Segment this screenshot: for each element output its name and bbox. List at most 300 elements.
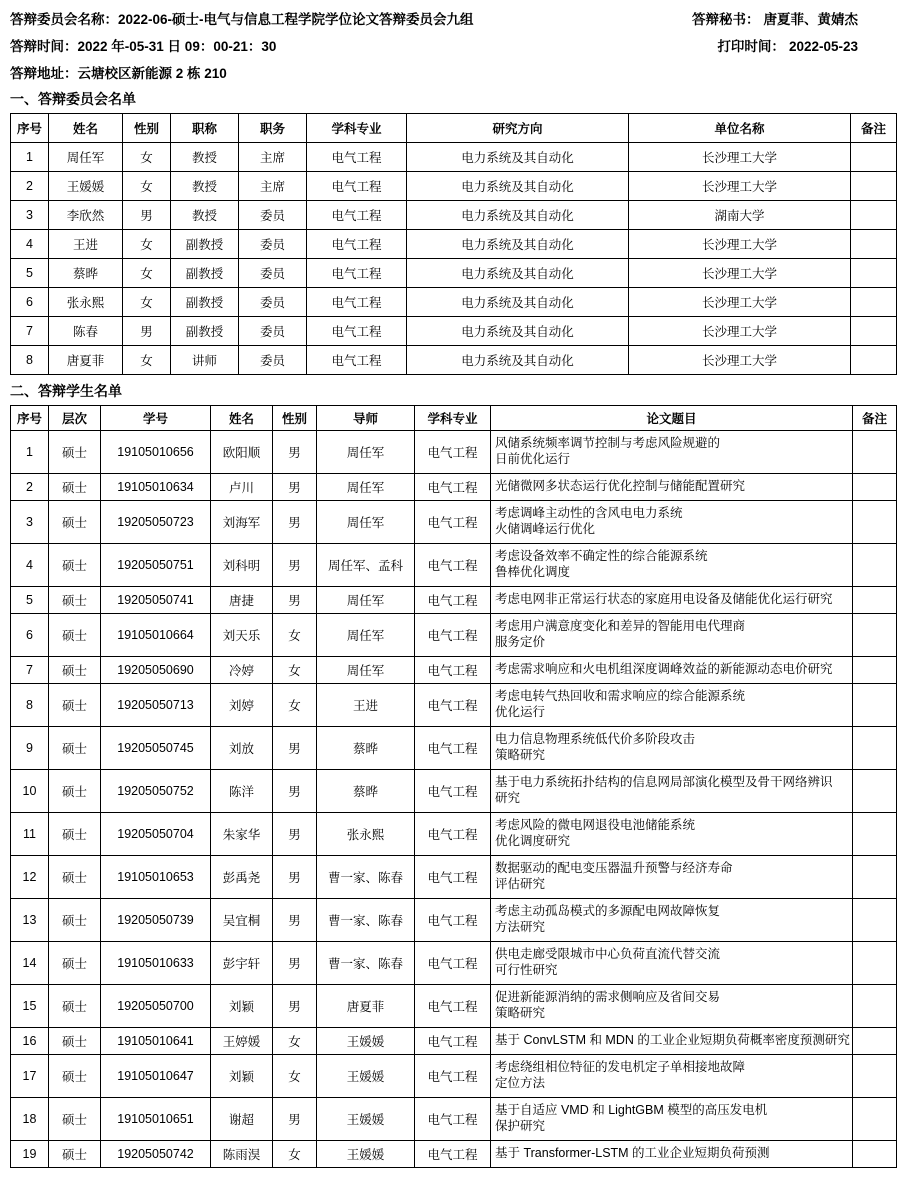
cell-remark — [853, 431, 897, 474]
cell-unit: 长沙理工大学 — [629, 172, 851, 201]
cell-no: 15 — [11, 985, 49, 1028]
thesis-title-line: 基于 Transformer-LSTM 的工业企业短期负荷预测 — [495, 1146, 770, 1161]
table-row — [11, 856, 897, 899]
cell-remark — [853, 985, 897, 1028]
cell-gender: 女 — [123, 288, 171, 317]
cell-no: 13 — [11, 899, 49, 942]
cell-name: 唐捷 — [211, 587, 273, 614]
cell-duty: 主席 — [239, 143, 307, 172]
thesis-title-line: 优化调度研究 — [495, 834, 571, 848]
cell-remark — [853, 614, 897, 657]
cell-research: 电力系统及其自动化 — [407, 230, 629, 259]
thesis-title-line: 考虑调峰主动性的含风电电力系统 — [495, 506, 683, 521]
cell-thesis-title — [491, 856, 853, 899]
cell-thesis-title — [491, 614, 853, 657]
thesis-title-line: 可行性研究 — [495, 963, 558, 977]
cell-remark — [853, 856, 897, 899]
cell-major: 电气工程 — [415, 942, 491, 985]
cell-no: 19 — [11, 1141, 49, 1168]
cell-remark — [851, 230, 897, 259]
cell-level: 硕士 — [49, 813, 101, 856]
cell-name: 彭禹尧 — [211, 856, 273, 899]
cell-student-id: 19205050751 — [101, 544, 211, 587]
cell-gender: 女 — [123, 346, 171, 375]
cell-name: 谢超 — [211, 1098, 273, 1141]
cell-name: 陈春 — [49, 317, 123, 346]
thesis-title-line: 策略研究 — [495, 748, 546, 762]
cell-student-id: 19205050739 — [101, 899, 211, 942]
cell-no: 7 — [11, 317, 49, 346]
cell-no: 9 — [11, 727, 49, 770]
cell-gender: 女 — [123, 259, 171, 288]
cell-level: 硕士 — [49, 856, 101, 899]
cell-advisor: 周任军 — [317, 501, 415, 544]
cell-advisor: 王媛媛 — [317, 1055, 415, 1098]
header-row-time — [10, 35, 896, 55]
thesis-title-line: 考虑电网非正常运行状态的家庭用电设备及储能优化运行研究 — [495, 592, 833, 607]
cell-research: 电力系统及其自动化 — [407, 172, 629, 201]
table-row — [11, 813, 897, 856]
cell-remark — [853, 1028, 897, 1055]
cell-level: 硕士 — [49, 544, 101, 587]
cell-no: 11 — [11, 813, 49, 856]
table-row — [11, 727, 897, 770]
thesis-title-line: 评估研究 — [495, 877, 546, 891]
cell-student-id: 19105010656 — [101, 431, 211, 474]
thesis-title-line: 服务定价 — [495, 635, 546, 649]
cell-major: 电气工程 — [415, 544, 491, 587]
cell-major: 电气工程 — [415, 474, 491, 501]
cell-student-id: 19205050742 — [101, 1141, 211, 1168]
cell-title: 教授 — [171, 201, 239, 230]
cell-name: 冷婷 — [211, 657, 273, 684]
thesis-title-line: 电力信息物理系统低代价多阶段攻击 — [495, 732, 696, 747]
defense-address — [10, 62, 227, 82]
section-title-students: 二、答辩学生名单 — [10, 383, 122, 399]
thesis-title-line: 考虑电转气热回收和需求响应的综合能源系统 — [495, 689, 746, 704]
section-title-committee: 一、答辩委员会名单 — [10, 91, 136, 107]
cell-advisor: 王媛媛 — [317, 1028, 415, 1055]
cell-advisor: 蔡晔 — [317, 727, 415, 770]
cell-research: 电力系统及其自动化 — [407, 317, 629, 346]
cell-name: 王媛媛 — [49, 172, 123, 201]
cell-research: 电力系统及其自动化 — [407, 346, 629, 375]
cell-student-id: 19105010647 — [101, 1055, 211, 1098]
col-research: 研究方向 — [407, 114, 629, 143]
cell-remark — [853, 727, 897, 770]
thesis-title-line: 考虑风险的微电网退役电池储能系统 — [495, 818, 696, 833]
cell-thesis-title — [491, 431, 853, 474]
cell-research: 电力系统及其自动化 — [407, 143, 629, 172]
col-remark: 备注 — [851, 114, 897, 143]
cell-no: 12 — [11, 856, 49, 899]
cell-gender: 女 — [123, 172, 171, 201]
cell-level: 硕士 — [49, 614, 101, 657]
cell-level: 硕士 — [49, 587, 101, 614]
cell-duty: 委员 — [239, 230, 307, 259]
table-row — [11, 587, 897, 614]
cell-remark — [853, 474, 897, 501]
cell-advisor: 王媛媛 — [317, 1098, 415, 1141]
cell-thesis-title — [491, 1028, 853, 1055]
cell-no: 10 — [11, 770, 49, 813]
cell-name: 王进 — [49, 230, 123, 259]
cell-thesis-title — [491, 587, 853, 614]
table-row — [11, 501, 897, 544]
cell-remark — [853, 587, 897, 614]
col-thesis-title: 论文题目 — [491, 406, 853, 431]
secretary-value: 唐夏菲、黄婧杰 — [763, 12, 858, 27]
cell-level: 硕士 — [49, 985, 101, 1028]
table-row — [11, 614, 897, 657]
col-student-id: 学号 — [101, 406, 211, 431]
cell-name: 陈雨淏 — [211, 1141, 273, 1168]
cell-unit: 长沙理工大学 — [629, 288, 851, 317]
col-name: 姓名 — [211, 406, 273, 431]
cell-major: 电气工程 — [415, 501, 491, 544]
defense-address-label: 答辩地址： — [10, 66, 78, 81]
cell-name: 卢川 — [211, 474, 273, 501]
cell-name: 周任军 — [49, 143, 123, 172]
thesis-title-line: 基于电力系统拓扑结构的信息网局部演化模型及骨干网络辨识 — [495, 775, 833, 790]
cell-thesis-title — [491, 1141, 853, 1168]
defense-time-value: 2022 年-05-31 日 09：00-21：30 — [77, 39, 277, 54]
cell-title: 副教授 — [171, 288, 239, 317]
cell-advisor: 周任军 — [317, 431, 415, 474]
cell-remark — [853, 899, 897, 942]
table-row — [11, 143, 897, 172]
cell-level: 硕士 — [49, 1055, 101, 1098]
cell-no: 8 — [11, 684, 49, 727]
cell-remark — [851, 172, 897, 201]
cell-major: 电气工程 — [307, 143, 407, 172]
cell-research: 电力系统及其自动化 — [407, 259, 629, 288]
cell-thesis-title — [491, 544, 853, 587]
cell-gender: 女 — [123, 230, 171, 259]
cell-title: 副教授 — [171, 259, 239, 288]
cell-gender: 男 — [273, 856, 317, 899]
cell-student-id: 19105010633 — [101, 942, 211, 985]
table-row — [11, 346, 897, 375]
cell-name: 刘放 — [211, 727, 273, 770]
cell-thesis-title — [491, 657, 853, 684]
col-gender: 性别 — [123, 114, 171, 143]
cell-major: 电气工程 — [415, 727, 491, 770]
cell-duty: 委员 — [239, 288, 307, 317]
cell-thesis-title — [491, 474, 853, 501]
cell-major: 电气工程 — [415, 985, 491, 1028]
thesis-title-line: 数据驱动的配电变压器温升预警与经济寿命 — [495, 861, 733, 876]
cell-gender: 女 — [123, 143, 171, 172]
cell-name: 欧阳顺 — [211, 431, 273, 474]
cell-remark — [851, 346, 897, 375]
cell-level: 硕士 — [49, 1141, 101, 1168]
secretary — [692, 8, 896, 28]
print-time — [717, 35, 896, 55]
cell-title: 教授 — [171, 172, 239, 201]
table-row — [11, 431, 897, 474]
col-gender: 性别 — [273, 406, 317, 431]
thesis-title-line: 考虑绕组相位特征的发电机定子单相接地故障 — [495, 1060, 746, 1075]
cell-level: 硕士 — [49, 1028, 101, 1055]
col-title: 职称 — [171, 114, 239, 143]
cell-advisor: 曹一家、陈春 — [317, 856, 415, 899]
cell-title: 副教授 — [171, 230, 239, 259]
committee-table-header-row — [11, 114, 897, 143]
cell-thesis-title — [491, 1098, 853, 1141]
cell-gender: 男 — [273, 1098, 317, 1141]
thesis-title-line: 鲁棒优化调度 — [495, 565, 571, 579]
cell-thesis-title — [491, 1055, 853, 1098]
table-row — [11, 259, 897, 288]
cell-unit: 长沙理工大学 — [629, 259, 851, 288]
cell-level: 硕士 — [49, 431, 101, 474]
cell-no: 17 — [11, 1055, 49, 1098]
print-time-label: 打印时间： — [717, 39, 785, 54]
cell-unit: 长沙理工大学 — [629, 230, 851, 259]
cell-level: 硕士 — [49, 501, 101, 544]
cell-thesis-title — [491, 985, 853, 1028]
cell-remark — [851, 259, 897, 288]
cell-gender: 男 — [123, 201, 171, 230]
cell-name: 蔡晔 — [49, 259, 123, 288]
table-row — [11, 942, 897, 985]
cell-no: 4 — [11, 544, 49, 587]
thesis-title-line: 风储系统频率调节控制与考虑风险规避的 — [495, 436, 721, 451]
cell-major: 电气工程 — [307, 230, 407, 259]
students-table — [10, 405, 897, 1168]
cell-no: 5 — [11, 259, 49, 288]
cell-gender: 女 — [273, 1141, 317, 1168]
cell-major: 电气工程 — [415, 431, 491, 474]
cell-advisor: 周任军、孟科 — [317, 544, 415, 587]
cell-major: 电气工程 — [415, 614, 491, 657]
cell-gender: 男 — [123, 317, 171, 346]
col-no: 序号 — [11, 406, 49, 431]
cell-duty: 委员 — [239, 201, 307, 230]
cell-level: 硕士 — [49, 770, 101, 813]
cell-no: 14 — [11, 942, 49, 985]
cell-gender: 男 — [273, 727, 317, 770]
cell-no: 1 — [11, 431, 49, 474]
cell-gender: 女 — [273, 684, 317, 727]
cell-remark — [851, 201, 897, 230]
table-row — [11, 899, 897, 942]
committee-table — [10, 113, 897, 375]
cell-no: 6 — [11, 614, 49, 657]
cell-unit: 长沙理工大学 — [629, 143, 851, 172]
cell-name: 刘天乐 — [211, 614, 273, 657]
cell-gender: 女 — [273, 1055, 317, 1098]
cell-student-id: 19105010634 — [101, 474, 211, 501]
committee-name — [10, 8, 474, 28]
table-row — [11, 317, 897, 346]
thesis-title-line: 考虑设备效率不确定性的综合能源系统 — [495, 549, 708, 564]
cell-major: 电气工程 — [307, 346, 407, 375]
table-row — [11, 1028, 897, 1055]
cell-advisor: 蔡晔 — [317, 770, 415, 813]
cell-student-id: 19105010651 — [101, 1098, 211, 1141]
cell-major: 电气工程 — [415, 587, 491, 614]
table-row — [11, 1055, 897, 1098]
cell-student-id: 19205050752 — [101, 770, 211, 813]
cell-gender: 女 — [273, 657, 317, 684]
committee-name-value: 2022-06-硕士-电气与信息工程学院学位论文答辩委员会九组 — [118, 12, 474, 27]
cell-advisor: 曹一家、陈春 — [317, 899, 415, 942]
defense-time-label: 答辩时间： — [10, 39, 78, 54]
print-time-value: 2022-05-23 — [788, 39, 858, 54]
col-major: 学科专业 — [415, 406, 491, 431]
header-row-address — [10, 62, 896, 82]
thesis-title-line: 考虑需求响应和火电机组深度调峰效益的新能源动态电价研究 — [495, 662, 833, 677]
cell-gender: 男 — [273, 431, 317, 474]
cell-remark — [851, 317, 897, 346]
cell-duty: 主席 — [239, 172, 307, 201]
col-remark: 备注 — [853, 406, 897, 431]
defense-address-value: 云塘校区新能源 2 栋 210 — [77, 66, 227, 81]
col-level: 层次 — [49, 406, 101, 431]
cell-student-id: 19205050745 — [101, 727, 211, 770]
cell-level: 硕士 — [49, 899, 101, 942]
thesis-title-line: 基于自适应 VMD 和 LightGBM 模型的高压发电机 — [495, 1103, 768, 1118]
cell-title: 讲师 — [171, 346, 239, 375]
table-row — [11, 684, 897, 727]
cell-remark — [853, 942, 897, 985]
table-row — [11, 288, 897, 317]
cell-no: 5 — [11, 587, 49, 614]
cell-no: 7 — [11, 657, 49, 684]
table-row — [11, 230, 897, 259]
thesis-title-line: 火储调峰运行优化 — [495, 522, 596, 536]
cell-major: 电气工程 — [415, 1141, 491, 1168]
col-duty: 职务 — [239, 114, 307, 143]
cell-remark — [853, 684, 897, 727]
table-row — [11, 474, 897, 501]
cell-unit: 长沙理工大学 — [629, 317, 851, 346]
cell-name: 张永熙 — [49, 288, 123, 317]
cell-remark — [851, 288, 897, 317]
thesis-title-line: 策略研究 — [495, 1006, 546, 1020]
cell-gender: 女 — [273, 1028, 317, 1055]
cell-student-id: 19205050690 — [101, 657, 211, 684]
cell-major: 电气工程 — [307, 317, 407, 346]
cell-name: 陈洋 — [211, 770, 273, 813]
cell-advisor: 王进 — [317, 684, 415, 727]
table-row — [11, 1098, 897, 1141]
defense-time — [10, 35, 276, 55]
cell-duty: 委员 — [239, 346, 307, 375]
cell-name: 刘科明 — [211, 544, 273, 587]
cell-advisor: 王媛媛 — [317, 1141, 415, 1168]
cell-remark — [853, 770, 897, 813]
cell-unit: 湖南大学 — [629, 201, 851, 230]
cell-gender: 男 — [273, 544, 317, 587]
cell-no: 3 — [11, 501, 49, 544]
cell-title: 教授 — [171, 143, 239, 172]
cell-gender: 男 — [273, 474, 317, 501]
cell-name: 王婷媛 — [211, 1028, 273, 1055]
cell-student-id: 19105010641 — [101, 1028, 211, 1055]
cell-name: 刘颖 — [211, 985, 273, 1028]
thesis-title-line: 基于 ConvLSTM 和 MDN 的工业企业短期负荷概率密度预测研究 — [495, 1033, 850, 1048]
thesis-title-line: 考虑主动孤岛模式的多源配电网故障恢复 — [495, 904, 721, 919]
cell-advisor: 唐夏菲 — [317, 985, 415, 1028]
students-table-header-row — [11, 406, 897, 431]
col-advisor: 导师 — [317, 406, 415, 431]
cell-remark — [853, 544, 897, 587]
cell-major: 电气工程 — [415, 1098, 491, 1141]
cell-student-id: 19205050741 — [101, 587, 211, 614]
col-unit: 单位名称 — [629, 114, 851, 143]
cell-gender: 男 — [273, 899, 317, 942]
cell-gender: 女 — [273, 614, 317, 657]
cell-research: 电力系统及其自动化 — [407, 201, 629, 230]
thesis-title-line: 优化运行 — [495, 705, 546, 719]
cell-name: 李欣然 — [49, 201, 123, 230]
cell-remark — [851, 143, 897, 172]
cell-gender: 男 — [273, 770, 317, 813]
cell-student-id: 19205050713 — [101, 684, 211, 727]
cell-advisor: 周任军 — [317, 474, 415, 501]
cell-major: 电气工程 — [415, 899, 491, 942]
cell-name: 彭宇轩 — [211, 942, 273, 985]
cell-remark — [853, 1055, 897, 1098]
cell-name: 唐夏菲 — [49, 346, 123, 375]
table-row — [11, 172, 897, 201]
cell-research: 电力系统及其自动化 — [407, 288, 629, 317]
thesis-title-line: 供电走廊受限城市中心负荷直流代替交流 — [495, 947, 721, 962]
cell-thesis-title — [491, 770, 853, 813]
cell-major: 电气工程 — [307, 172, 407, 201]
secretary-label: 答辩秘书： — [692, 12, 760, 27]
thesis-title-line: 促进新能源消纳的需求侧响应及省间交易 — [495, 990, 721, 1005]
table-row — [11, 770, 897, 813]
cell-remark — [853, 1098, 897, 1141]
thesis-title-line: 考虑用户满意度变化和差异的智能用电代理商 — [495, 619, 746, 634]
col-name: 姓名 — [49, 114, 123, 143]
cell-major: 电气工程 — [415, 657, 491, 684]
cell-level: 硕士 — [49, 684, 101, 727]
cell-thesis-title — [491, 727, 853, 770]
cell-student-id: 19205050700 — [101, 985, 211, 1028]
cell-no: 16 — [11, 1028, 49, 1055]
cell-student-id: 19205050704 — [101, 813, 211, 856]
cell-level: 硕士 — [49, 657, 101, 684]
cell-advisor: 周任军 — [317, 614, 415, 657]
cell-advisor: 周任军 — [317, 587, 415, 614]
cell-major: 电气工程 — [415, 770, 491, 813]
cell-name: 刘海军 — [211, 501, 273, 544]
cell-no: 4 — [11, 230, 49, 259]
cell-no: 2 — [11, 172, 49, 201]
cell-remark — [853, 813, 897, 856]
table-row — [11, 657, 897, 684]
cell-thesis-title — [491, 942, 853, 985]
thesis-title-line: 定位方法 — [495, 1076, 546, 1090]
cell-thesis-title — [491, 684, 853, 727]
header-row-committee — [10, 8, 896, 28]
thesis-title-line: 研究 — [495, 791, 521, 805]
table-row — [11, 985, 897, 1028]
cell-thesis-title — [491, 813, 853, 856]
cell-student-id: 19105010664 — [101, 614, 211, 657]
cell-student-id: 19105010653 — [101, 856, 211, 899]
cell-no: 18 — [11, 1098, 49, 1141]
cell-name: 吴宜桐 — [211, 899, 273, 942]
cell-major: 电气工程 — [307, 259, 407, 288]
cell-no: 2 — [11, 474, 49, 501]
cell-remark — [853, 1141, 897, 1168]
